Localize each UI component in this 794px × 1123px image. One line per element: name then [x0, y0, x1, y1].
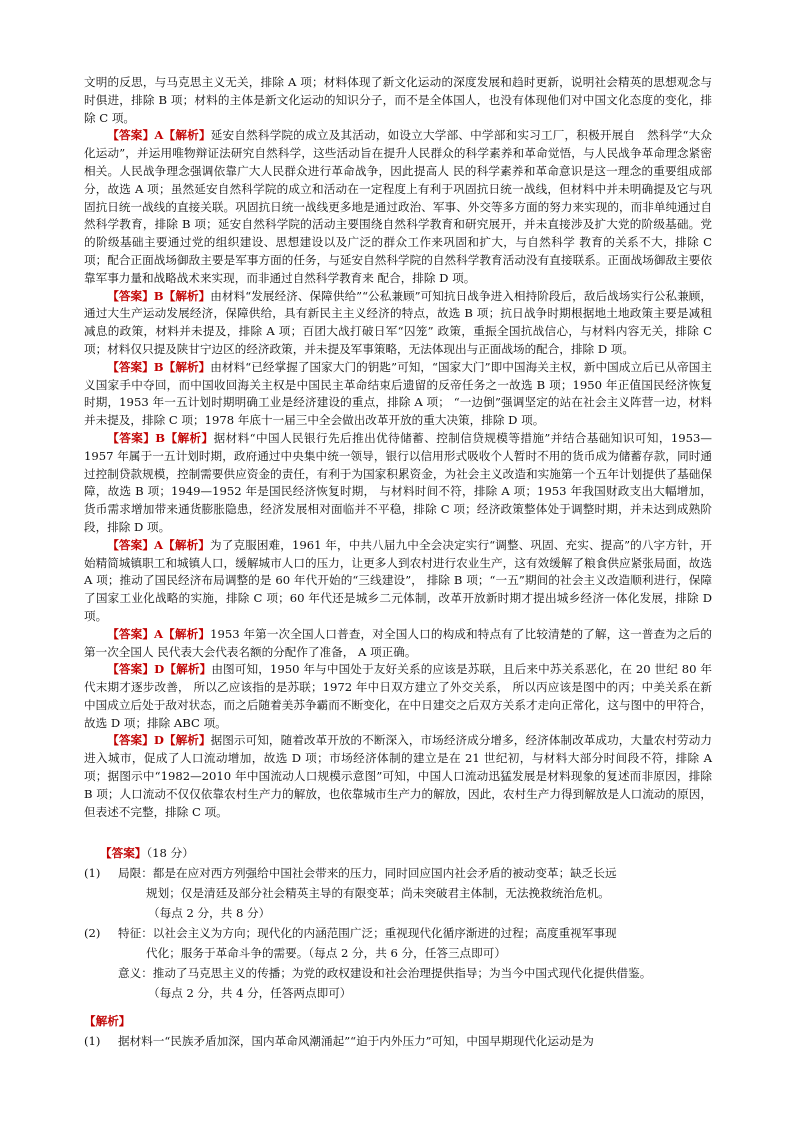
- answer-paragraph: [84, 288, 712, 359]
- answer-text: 规划；仅是清廷及部分社会精英主导的有限变革；尚未突破君主体制，无法挽救统治危机。: [146, 886, 610, 901]
- analysis-text: 据材料一“民族矛盾加深，国内革命风潮涌起”“迫于内外压力”可知，中国早期现代化运动是为: [118, 1034, 594, 1049]
- answer-text: 局限：都是在应对西方列强给中国社会带来的压力，同时回应国内社会矛盾的被动变革；缺乏长远: [118, 866, 617, 881]
- answer-label: 【答案】A: [107, 128, 164, 143]
- paragraph-text: 据材料“中国人民银行先后推出优待储蓄、控制信贷规模等措施”并结合基础知识可知，1953—1957 年属于一五计划时期，政府通过中央集中统一领导，银行以信用形式吸收个人暂时不用的货币成为储蓄存款，同时通过控制贷款规模，控制需要供应资金的责任，有利于为国家积累资金，为社会主义改造和实施第一个五年计划提供了基础保障，故选 B 项；1949—1952 年是国民经济恢复时期， 与材料时间不符，排除 A 项；1953 年我国财政支出大幅增加，货币需求增加带来通货膨胀隐患，经济发展相对面临并不平稳，排除 C 项；经济政策整体处于调整时期，并未达到成熟阶段，排除 D 项。: [84, 430, 712, 534]
- analysis-label: 【解析】: [163, 626, 211, 641]
- paragraph-text: 为了克服困难，1961 年，中共八届九中全会决定实行“调整、巩固、充实、提高”的八字方针，开始精简城镇职工和城镇人口，缓解城市人口的压力，让更多人到农村进行农业生产，这有效缓解了粮食供应紧张局面，故选 A 项；推动了国民经济布局调整的是 60 年代开始的“三线建设”， 排除 B 项；“一五”期间的社会主义改造顺利进行，保障了国家工业化战略的实施，排除 C 项；60 年代还是城乡二元体制，改革开放新时期才提出城乡经济一体化发展，排除 D 项。: [84, 537, 712, 623]
- analysis-item-1: [84, 1031, 712, 1051]
- answer-label: 【答案】A: [107, 626, 164, 641]
- paragraph-text: 1953 年第一次全国人口普查，对全国人口的构成和特点有了比较清楚的了解，这一普查为之后的第一次全国人 民代表大会代表名额的分配作了准备， A 项正确。: [84, 626, 712, 659]
- answer-paragraph: [84, 732, 712, 821]
- answer-item-1: [84, 863, 712, 883]
- answer-text: 代化；服务于革命斗争的需要。（每点 2 分，共 6 分，任答三点即可）: [146, 946, 506, 961]
- answer-text: 意义：推动了马克思主义的传播；为党的政权建设和社会治理提供指导；为当今中国式现代化提供借鉴。: [118, 966, 652, 981]
- answer-label: 【答案】D: [107, 662, 165, 677]
- answer-item-2-cont: [84, 943, 712, 963]
- analysis-label: 【解析】: [84, 1014, 131, 1029]
- item-number: (1): [84, 866, 101, 881]
- item-number: (2): [84, 926, 101, 941]
- paragraph-text: 由材料“发展经济、保障供给”“公私兼顾”可知抗日战争进入相持阶段后，敌后战场实行公私兼顾，通过大生产运动发展经济，保障供给，具有新民主主义经济的特点，故选 B 项；抗日战争时期根据地土地政策主要是减租减息的政策，材料并未提及，排除 A 项；百团大战打破日军“囚笼” 政策，重振全国抗战信心，与材料内容无关，排除 C 项；材料仅只提及陕甘宁边区的经济政策，并未提及军事策略，无法体现出与正面战场的配合，排除 D 项。: [84, 288, 712, 356]
- essay-answer-block: [84, 843, 712, 1003]
- answer-paragraph: [84, 661, 712, 732]
- essay-answer-header: [84, 843, 712, 863]
- answer-item-2-significance: [84, 963, 712, 983]
- analysis-label: 【解析】: [163, 733, 211, 748]
- answer-item-1-cont: [84, 883, 712, 903]
- answer-paragraph: [84, 127, 712, 287]
- item-number: (1): [84, 1034, 101, 1049]
- answer-label: 【答案】B: [107, 288, 164, 303]
- answer-label: 【答案】: [100, 846, 147, 861]
- answer-label: 【答案】B: [107, 430, 166, 445]
- analysis-header: [84, 1011, 712, 1031]
- answer-paragraph: [84, 537, 712, 626]
- answer-paragraph: [84, 430, 712, 537]
- score-note: （每点 2 分，共 4 分，任答两点即可）: [148, 986, 352, 1001]
- paragraph-text: 文明的反思，与马克思主义无关，排除 A 项；材料体现了新文化运动的深度发展和趋时更新，说明社会精英的思想观念与时俱进，排除 B 项；材料的主体是新文化运动的知识分子，而不是全体国人，也没有体现他们对中国文化态度的变化，排除 C 项。: [84, 75, 712, 125]
- analysis-label: 【解析】: [164, 662, 212, 677]
- analysis-label: 【解析】: [163, 288, 211, 303]
- paragraph-text: 由材料“已经掌握了国家大门的钥匙”可知，“国家大门”即中国海关主权，新中国成立后已从帝国主义国家手中夺回，而中国收回海关主权是中国民主革命结束后遗留的反帝任务之一故选 B 项；1950 年正值国民经济恢复时期，1953 年一五计划时期明确工业是经济建设的重点，排除 A 项； “一边倒”强调坚定的站在社会主义阵营一边，材料并未提及，排除 C 项；1978 年底十一届三中全会做出改革开放的重大决策，排除 D 项。: [84, 359, 712, 428]
- answer-item-2-score: [84, 983, 712, 1003]
- paragraph-text: 据图示可知，随着改革开放的不断深入，市场经济成分增多，经济体制改革成功，大量农村劳动力进入城市，促成了人口流动增加，故选 D 项；市场经济体制的建立是在 21 世纪初，与材料大部分时间段不符，排除 A 项；据图示中“1982—2010 年中国流动人口规模示意图”可知，中国人口流动迅猛发展是材料现象的复述而非原因，排除 B 项；人口流动不仅仅依靠农村生产力的解放，也依靠城市生产力的解放，因此，农村生产力得到解放是人口流动的原因，但表述不完整，排除 C 项。: [84, 733, 712, 819]
- answer-item-1-score: [84, 903, 712, 923]
- analysis-label: 【解析】: [163, 537, 210, 552]
- paragraph-intro: [84, 74, 712, 127]
- analysis-block: [84, 1011, 712, 1051]
- answer-item-2: [84, 923, 712, 943]
- score-note: （每点 2 分，共 8 分）: [148, 906, 271, 921]
- score: （18 分）: [146, 846, 194, 861]
- answer-label: 【答案】D: [107, 733, 164, 748]
- analysis-label: 【解析】: [163, 128, 211, 143]
- answer-paragraph: [84, 626, 712, 662]
- analysis-label: 【解析】: [165, 430, 214, 445]
- answer-label: 【答案】B: [107, 359, 164, 374]
- paragraph-text: 延安自然科学院的成立及其活动，如设立大学部、中学部和实习工厂，积极开展自 然科学“大众化运动”，并运用唯物辩证法研究自然科学，这些活动旨在提升人民群众的科学素养和革命觉悟，与人民战争革命理念紧密相关。人民战争理念强调依靠广大人民群众进行革命战争，因此提高人 民的科学素养和革命意识是这一理念的重要组成部分，故选 A 项；虽然延安自然科学院的成立和活动在一定程度上有利于巩固抗日统一战线，但材料中并未明确提及它与巩固抗日统一战线的直接关联。巩固抗日统一战线更多地是通过政治、军事、外交等多方面的努力来实现的，而非单纯通过自然科学教育，排除 B 项；延安自然科学院的活动主要围绕自然科学教育和研究展开，并未直接涉及扩大党的阶级基础。党的阶级基础主要通过党的组织建设、思想建设以及广泛的群众工作来巩固和扩大，与自然科学 教育的关系不大，排除 C 项；配合正面战场御敌主要是军事方面的任务，与延安自然科学院的自然科学教育活动没有直接联系。正面战场御敌主要依靠军事力量和战略战术来实现，而非通过自然科学教育来 配合，排除 D 项。: [84, 128, 712, 285]
- answer-label: 【答案】A: [107, 537, 164, 552]
- analysis-label: 【解析】: [163, 359, 211, 374]
- answer-text: 特征：以社会主义为方向；现代化的内涵范围广泛；重视现代化循序渐进的过程；高度重视军事现: [118, 926, 617, 941]
- answer-paragraph: [84, 359, 712, 430]
- paragraph-text: 由图可知，1950 年与中国处于友好关系的应该是苏联，且后来中苏关系恶化，在 20 世纪 80 年代末期才逐步改善， 所以乙应该指的是苏联；1972 年中日双方建立了外交关系， 所以丙应该是图中的丙；中美关系在新中国成立后处于敌对状态，而之后随着美苏争霸而不断变化，在中日建交之后双方关系才走向正常化，这与图中的甲符合，故选 D 项；排除 ABC 项。: [84, 662, 712, 730]
